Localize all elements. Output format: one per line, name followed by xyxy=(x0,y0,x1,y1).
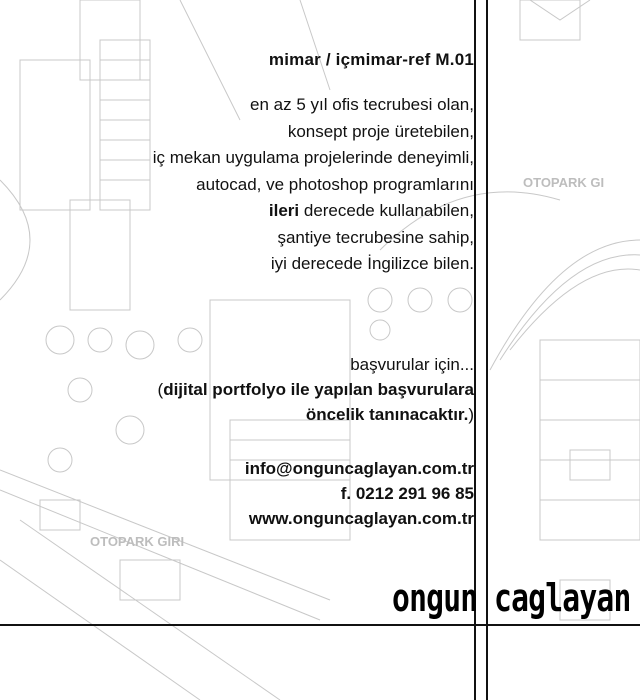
divider-horizontal xyxy=(0,624,640,626)
sketch-label-bottom: OTOPARK GIRI xyxy=(90,534,185,549)
application-section xyxy=(4,352,474,427)
requirement-item: autocad, ve photoshop programlarını xyxy=(196,174,474,194)
sketch-label-top: OTOPARK GI xyxy=(523,175,605,190)
requirement-item: şantiye tecrubesine sahip, xyxy=(277,227,474,247)
divider-vertical-right xyxy=(486,0,488,700)
requirements-list xyxy=(4,92,474,278)
logo-ongun: ongun xyxy=(392,576,478,620)
fax-number: f. 0212 291 96 85 xyxy=(340,484,474,503)
application-intro: başvurular için... xyxy=(350,355,474,374)
requirement-item: en az 5 yıl ofis tecrubesi olan, xyxy=(250,95,474,114)
application-note-line-1: (dijital portfolyo ile yapılan başvurulara xyxy=(157,380,474,399)
logo-caglayan: caglayan xyxy=(494,576,631,620)
requirement-item: iyi derecede İngilizce bilen. xyxy=(270,254,474,273)
website-link[interactable]: www.onguncaglayan.com.tr xyxy=(248,509,474,528)
application-note-line-2: öncelik tanınacaktır.) xyxy=(305,405,474,424)
position-title: mimar / içmimar-ref M.01 xyxy=(268,50,474,69)
email-link[interactable]: info@onguncaglayan.com.tr xyxy=(244,459,474,478)
requirement-item: ileri derecede kullanabilen, xyxy=(268,201,474,220)
requirement-item: iç mekan uygulama projelerinde deneyimli, xyxy=(152,148,474,167)
contact-block xyxy=(4,456,474,531)
requirement-item: konsept proje üretebilen, xyxy=(287,121,474,141)
